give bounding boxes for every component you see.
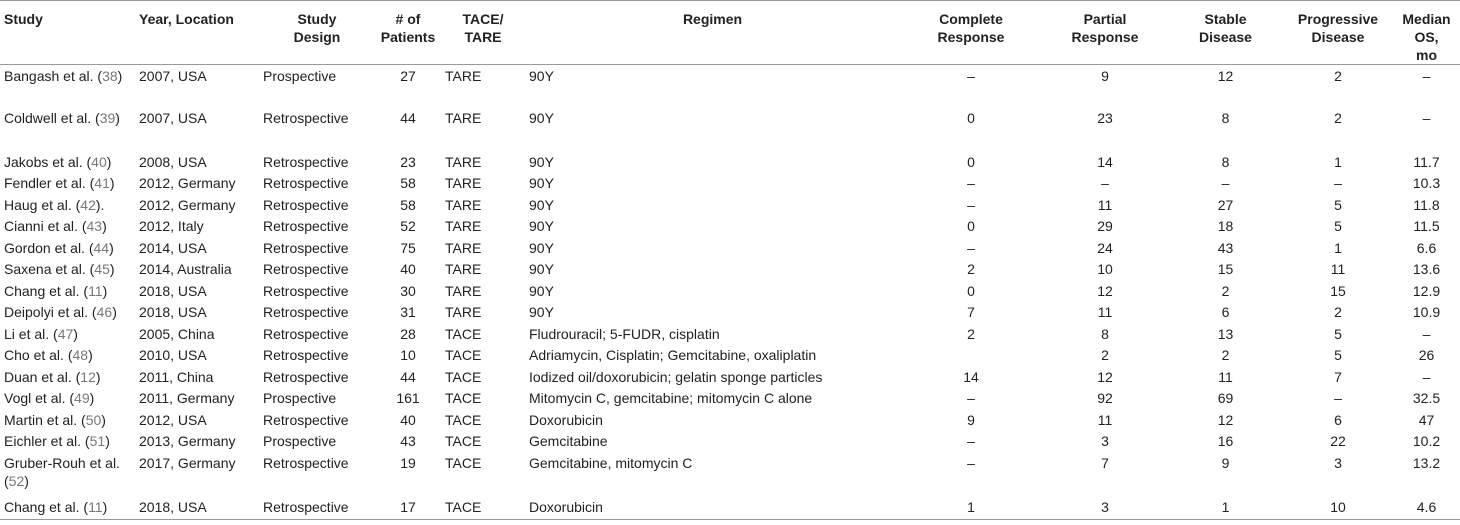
year-location-cell: 2008, USA [139,153,207,170]
table-row [0,109,1460,153]
study-name: Gruber-Rouh et al. [4,454,120,471]
study-name: Cho et al. [4,347,64,363]
regimen-cell: Doxorubicin [529,411,603,428]
year-location-cell: 2014, USA [139,239,207,256]
partial-response-cell: – [1101,175,1109,191]
reference-link[interactable]: 46 [96,304,113,320]
study-design-cell: Retrospective [263,282,349,299]
year-location-cell: 2017, Germany [139,454,236,471]
patients-cell: 40 [400,261,416,277]
patients-cell: 19 [400,454,416,471]
progressive-disease-cell: 5 [1334,196,1342,213]
patients-cell: 23 [400,153,416,170]
stable-disease-cell: 15 [1217,261,1234,277]
stable-disease-cell: 2 [1221,347,1230,363]
median-os-cell: 26 [1418,347,1435,363]
study-cell: Haug et al. (42). [4,196,105,213]
col-header-study: Study [0,1,135,65]
progressive-disease-cell: 1 [1334,153,1342,170]
regimen-cell: 90Y [529,175,554,191]
reference-link[interactable]: 43 [86,218,103,234]
median-os-cell: 11.8 [1413,196,1440,213]
study-cell: Eichler et al. (51) [4,433,110,449]
study-design-cell: Prospective [263,433,337,449]
progressive-disease-cell: 7 [1334,368,1342,385]
patients-cell: 58 [400,196,416,213]
tace-tare-cell: TARE [445,304,482,320]
study-design-cell: Retrospective [263,368,349,385]
study-cell: Chang et al. (11) [0,498,135,520]
year-location-cell: 2014, Australia [139,261,232,277]
study-name: Vogl et al. [4,390,66,406]
study-design-cell: Retrospective [263,454,349,471]
partial-response-cell: 7 [1101,454,1109,471]
year-location-cell: 2012, Germany [139,175,236,191]
tace-tare-cell: TARE [445,109,482,126]
study-cell: Cho et al. (48) [4,347,93,363]
year-location-cell: 2012, USA [139,411,207,428]
table-row [0,65,1460,109]
progressive-disease-cell: – [1334,390,1342,406]
study-cell: Coldwell et al. (39) [4,109,120,126]
table-row [0,325,1460,347]
median-os-cell: 13.6 [1412,261,1441,277]
study-design-cell: Retrospective [263,196,349,213]
study-design-cell: Retrospective [263,304,349,320]
patients-cell: 31 [400,304,416,320]
median-os-cell: – [1422,325,1431,342]
study-cell: Chang et al. (11) [4,282,108,299]
reference-link[interactable]: 49 [74,390,90,406]
stable-disease-cell: 9 [1221,454,1230,471]
median-os-cell: 13.2 [1412,454,1441,471]
table-row [0,498,1460,520]
study-cell: Deipolyi et al. (46) [4,304,117,320]
table-row [0,239,1460,261]
study-design-cell: Retrospective [263,239,349,256]
tace-tare-cell: TACE [445,454,482,471]
tace-tare-cell: TACE [445,390,482,406]
study-name: Martin et al. [4,411,78,428]
tace-tare-cell: TACE [441,498,525,520]
patients-cell: 52 [400,218,416,234]
table-row [0,389,1460,411]
tace-tare-cell: TACE [445,347,482,363]
study-name: Duan et al. [4,368,72,385]
median-os-cell: 10.9 [1412,304,1441,320]
complete-response-cell: 1 [900,498,1042,520]
study-cell: Gordon et al. (44) [4,239,114,256]
median-os-cell: 6.6 [1416,239,1437,256]
progressive-disease-cell: 3 [1334,454,1342,471]
stable-disease-cell: 6 [1221,304,1230,320]
table-row [0,217,1460,239]
progressive-disease-cell: 1 [1334,239,1342,256]
regimen-cell: Mitomycin C, gemcitabine; mitomycin C alone [529,390,813,406]
patients-cell: 10 [400,347,416,363]
median-os-cell: – [1422,109,1431,126]
progressive-disease-cell: 11 [1330,261,1346,277]
study-design-cell: Retrospective [263,109,349,126]
study-name: Saxena et al. [4,261,86,277]
progressive-disease-cell: 5 [1334,347,1342,363]
reference-link[interactable]: 50 [85,411,102,428]
table-row [0,368,1460,390]
col-header-regimen: Regimen [525,1,900,65]
study-name: Li et al. [4,325,50,342]
complete-response-cell: – [967,390,975,406]
median-os-cell: 4.6 [1393,498,1460,520]
tace-tare-cell: TARE [445,153,482,170]
stable-disease-cell: 16 [1217,433,1234,449]
study-cell: Li et al. (47) [4,325,78,342]
median-os-cell: 11.5 [1413,218,1440,234]
complete-response-cell: 0 [967,109,975,126]
study-cell: Duan et al. (12) [4,368,101,385]
tace-tare-cell: TARE [445,239,482,256]
partial-response-cell: 9 [1101,68,1109,84]
partial-response-cell: 14 [1097,153,1113,170]
stable-disease-cell: 8 [1221,109,1230,126]
reference-link[interactable]: 11 [88,498,103,515]
stable-disease-cell: 43 [1217,239,1234,256]
study-name: Chang et al. [4,282,80,299]
complete-response-cell [900,346,1042,368]
regimen-cell: 90Y [529,109,554,126]
median-os-cell: 32.5 [1412,390,1441,406]
study-cell: Fendler et al. (41) [4,175,115,191]
complete-response-cell: – [967,196,975,213]
year-location-cell: 2007, USA [139,109,207,126]
progressive-disease-cell: 2 [1334,109,1342,126]
stable-disease-cell: 18 [1217,218,1234,234]
tace-tare-cell: TACE [445,433,482,449]
stable-disease-cell: 69 [1217,390,1234,406]
progressive-disease-cell: 6 [1334,411,1342,428]
partial-response-cell: 12 [1097,368,1113,385]
median-os-cell: 10.2 [1412,433,1441,449]
reference-link[interactable]: 12 [80,368,96,385]
study-name: Cianni et al. [4,218,78,234]
col-header-partial-response: Partial Response [1042,1,1168,65]
reference-link[interactable]: 41 [94,175,110,191]
complete-response-cell: – [967,433,975,449]
partial-response-cell: 92 [1097,390,1113,406]
stable-disease-cell: 13 [1217,325,1234,342]
partial-response-cell: 2 [1101,347,1109,363]
study-name: Fendler et al. [4,175,86,191]
table-row [0,174,1460,196]
complete-response-cell: 2 [967,261,975,277]
year-location-cell: 2007, USA [139,68,207,84]
stable-disease-cell: 27 [1217,196,1234,213]
col-header-year-location: Year, Location [135,1,259,65]
table-row [0,282,1460,304]
median-os-cell: – [1422,68,1431,84]
table-row [0,346,1460,368]
study-name: Haug et al. [4,196,72,213]
tace-tare-cell: TARE [445,218,482,234]
regimen-cell: 90Y [529,218,554,234]
regimen-cell: 90Y [529,196,554,213]
patients-cell: 161 [396,390,420,406]
progressive-disease-cell: 2 [1334,68,1342,84]
study-name: Deipolyi et al. [4,304,89,320]
progressive-disease-cell: 15 [1330,282,1346,299]
table-row [0,153,1460,175]
median-os-cell: 11.7 [1413,153,1440,170]
progressive-disease-cell: 5 [1334,218,1342,234]
median-os-cell: – [1422,368,1431,385]
regimen-cell: 90Y [529,68,554,84]
year-location-cell: 2011, China [139,368,214,385]
table-row [0,454,1460,498]
reference-link[interactable]: 44 [93,239,110,256]
regimen-cell: Gemcitabine [529,433,608,449]
median-os-cell: 47 [1418,411,1435,428]
patients-cell: 30 [400,282,416,299]
study-name: Eichler et al. [4,433,82,449]
stable-disease-cell: 12 [1217,68,1234,84]
stable-disease-cell: 12 [1217,411,1234,428]
regimen-cell: 90Y [529,282,554,299]
patients-cell: 28 [400,325,416,342]
table-row [0,196,1460,218]
partial-response-cell: 29 [1097,218,1113,234]
table-row [0,432,1460,454]
patients-cell: 17 [375,498,441,520]
progressive-disease-cell: 5 [1334,325,1342,342]
progressive-disease-cell: – [1334,175,1342,191]
stable-disease-cell: 8 [1221,153,1230,170]
study-design-cell: Retrospective [263,218,349,234]
year-location-cell: 2012, Italy [139,218,204,234]
year-location-cell: 2010, USA [139,347,207,363]
regimen-cell: Iodized oil/doxorubicin; gelatin sponge particles [529,368,823,385]
study-design-cell: Retrospective [259,498,375,520]
regimen-cell: Doxorubicin [525,498,900,520]
tace-tare-cell: TARE [445,282,482,299]
complete-response-cell: 0 [967,282,975,299]
study-cell: Cianni et al. (43) [4,218,107,234]
partial-response-cell: 12 [1097,282,1113,299]
reference-link[interactable]: 51 [89,433,106,449]
complete-response-cell: – [967,454,975,471]
patients-cell: 58 [400,175,416,191]
study-name: Chang et al. [4,498,80,515]
tace-tare-cell: TARE [445,175,482,191]
study-cell: Jakobs et al. (40) [4,153,112,170]
complete-response-cell: 7 [967,304,975,320]
tace-tare-cell: TARE [445,68,482,84]
partial-response-cell: 3 [1101,433,1109,449]
col-header-patients: # of Patients [375,1,441,65]
complete-response-cell: 9 [967,411,975,428]
partial-response-cell: 3 [1042,498,1168,520]
reference-link[interactable]: 11 [88,282,103,299]
tace-tare-cell: TACE [445,368,482,385]
table-row [0,411,1460,433]
complete-response-cell: 2 [967,325,975,342]
study-design-cell: Prospective [263,390,337,406]
partial-response-cell: 24 [1097,239,1113,256]
study-name: Bangash et al. [4,68,94,84]
study-design-cell: Retrospective [263,325,349,342]
median-os-cell: 10.3 [1412,175,1441,191]
patients-cell: 40 [400,411,416,428]
partial-response-cell: 23 [1097,109,1113,126]
study-design-cell: Retrospective [263,175,349,191]
complete-response-cell: – [967,68,975,84]
complete-response-cell: 0 [967,153,975,170]
study-name: Jakobs et al. [4,153,83,170]
patients-cell: 44 [400,368,416,385]
col-header-study-design: Study Design [259,1,375,65]
year-location-cell: 2018, USA [139,304,207,320]
complete-response-cell: 0 [967,218,975,234]
partial-response-cell: 10 [1097,261,1113,277]
table-row [0,260,1460,282]
year-location-cell: 2011, Germany [139,390,235,406]
study-design-cell: Retrospective [263,261,349,277]
stable-disease-cell: – [1221,175,1230,191]
median-os-cell: 12.9 [1412,282,1441,299]
study-name: Coldwell et al. [4,109,92,126]
study-cell: Saxena et al. (45) [4,261,115,277]
col-header-complete-response: Complete Response [900,1,1042,65]
stable-disease-cell: 2 [1221,282,1230,299]
reference-link[interactable]: 52 [8,472,25,489]
reference-link[interactable]: 45 [94,261,110,277]
tace-tare-cell: TARE [445,261,482,277]
regimen-cell: 90Y [529,153,554,170]
reference-link[interactable]: 42 [80,196,96,213]
partial-response-cell: 11 [1097,411,1113,428]
year-location-cell: 2013, Germany [139,433,236,449]
year-location-cell: 2018, USA [135,498,259,520]
regimen-cell: Gemcitabine, mitomycin C [529,454,693,471]
regimen-cell: 90Y [529,239,554,256]
study-design-cell: Retrospective [263,411,349,428]
progressive-disease-cell: 2 [1334,304,1342,320]
stable-disease-cell: 11 [1218,368,1233,385]
complete-response-cell: 14 [963,368,979,385]
study-cell: Gruber-Rouh et al. (52) [4,454,120,489]
study-name: Gordon et al. [4,239,85,256]
col-header-progressive-disease: Progressive Disease [1283,1,1393,65]
tace-tare-cell: TACE [445,411,482,428]
study-design-cell: Retrospective [263,347,349,363]
progressive-disease-cell: 10 [1283,498,1393,520]
regimen-cell: Adriamycin, Cisplatin; Gemcitabine, oxaliplatin [529,347,817,363]
tace-tare-cell: TACE [445,325,482,342]
study-cell: Vogl et al. (49) [4,390,95,406]
regimen-cell: 90Y [529,261,554,277]
reference-link[interactable]: 48 [72,347,89,363]
col-header-tace-tare: TACE/ TARE [441,1,525,65]
complete-response-cell: – [967,175,975,191]
table-row [0,303,1460,325]
year-location-cell: 2018, USA [139,282,207,299]
header-row [0,1,1460,65]
study-suffix: . [100,196,105,213]
stable-disease-cell: 1 [1168,498,1283,520]
patients-cell: 75 [400,239,416,256]
reference-link[interactable]: 39 [99,109,116,126]
col-header-median-os: Median OS, mo [1393,1,1460,65]
reference-link[interactable]: 40 [91,153,107,170]
patients-cell: 27 [400,68,416,84]
patients-cell: 44 [400,109,416,126]
progressive-disease-cell: 22 [1330,433,1346,449]
year-location-cell: 2012, Germany [139,196,236,213]
patients-cell: 43 [400,433,416,449]
col-header-stable-disease: Stable Disease [1168,1,1283,65]
partial-response-cell: 11 [1097,196,1113,213]
regimen-cell: 90Y [529,304,554,320]
study-design-cell: Retrospective [263,153,349,170]
study-cell: Martin et al. (50) [4,411,106,428]
year-location-cell: 2005, China [139,325,215,342]
partial-response-cell: 8 [1101,325,1109,342]
partial-response-cell: 11 [1097,304,1113,320]
reference-link[interactable]: 47 [57,325,74,342]
tace-tare-cell: TARE [445,196,482,213]
complete-response-cell: – [967,239,975,256]
regimen-cell: Fludrouracil; 5-FUDR, cisplatin [529,325,720,342]
reference-link[interactable]: 38 [102,68,118,84]
study-design-cell: Prospective [263,68,337,84]
study-cell: Bangash et al. (38) [4,68,123,84]
